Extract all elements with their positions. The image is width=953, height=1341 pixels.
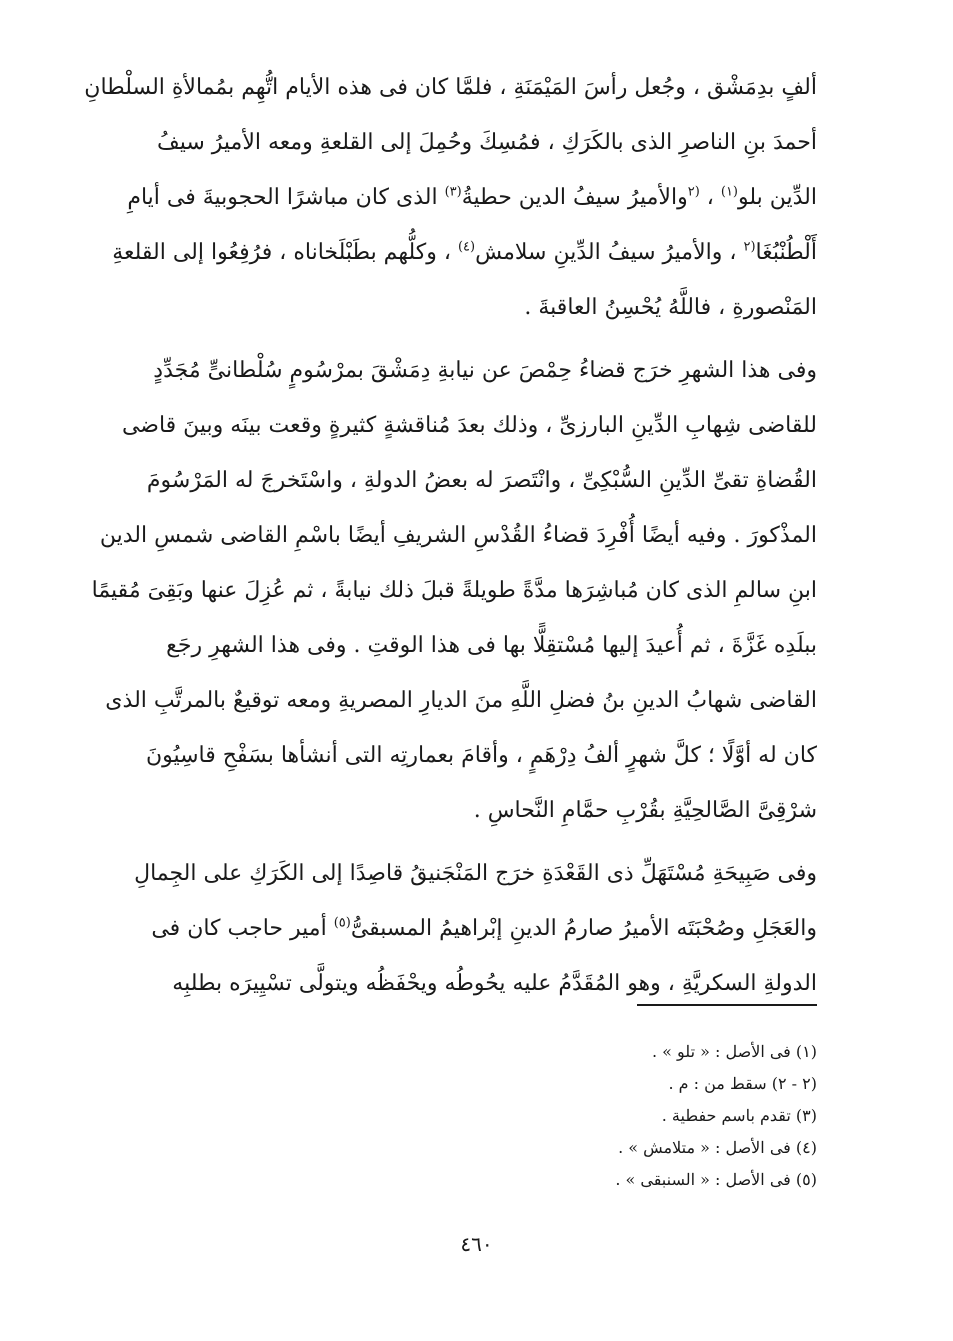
text-segment: أمير حاجب كان فى — [151, 916, 334, 941]
text-line: كان له أوَّلًا ؛ كلَّ شهرٍ ألفُ دِرْهَمٍ ، وأقامَ بعمارتِه التى أنشأها بسَفْحِ قاسِيُونَ — [145, 743, 817, 768]
text-line: وفى هذا الشهرِ خرَج قضاءُ حِمْصَ عن نيابةِ دِمَشْقَ بمرْسُومٍ سُلْطانىٍّ مُجَدِّدٍ — [153, 358, 817, 383]
text-line: وفى صَبِيحَةِ مُسْتَهَلِّ ذى القَعْدَةِ خرَج المَنْجَنيقُ قاصِدًا إلى الكَرَكِ على الجِمالِ — [134, 861, 817, 886]
footnote: (١) فى الأصل : « تلو » . — [651, 1042, 817, 1061]
page-number: ٤٦٠ — [460, 1232, 493, 1256]
text-line: المذْكورَ . وفيه أيضًا أُفْرِدَ قضاءُ القُدْسِ الشريفِ أيضًا باسْمِ القاضى شمسِ الدين — [99, 523, 817, 548]
text-line: ببلَدِه غَزَّةَ ، ثم أُعيدَ إليها مُسْتقِلًّا بها فى هذا الوقتِ . وفى هذا الشهرِ رجَع — [166, 633, 817, 658]
text-segment: والعَجَلِ وصُحْبَتَه الأميرُ صارمُ الدينِ إبْراهيمُ المسبقىُّ — [350, 916, 817, 941]
text-line: المَنْصورةِ ، فاللَّهُ يُحْسِنُ العاقبةَ . — [524, 295, 817, 320]
footnote-ref: (٢ — [687, 184, 700, 200]
footnote: (٢ - ٢) سقط من : م . — [668, 1074, 817, 1093]
footnote-ref: (٥) — [333, 915, 351, 931]
text-line: القاضى شهابُ الدينِ بنُ فضلِ اللَّهِ منَ الديارِ المصريةِ ومعه توقيعٌ بالمرتَّبِ الذى — [105, 688, 817, 713]
text-line: الدولةِ السكريَّةِ ، وهو المُقَدَّمُ عليه يحُوطُه ويحْفَظُه ويتولَّى تسْيِيرَه بطلبِه — [172, 971, 817, 996]
footnote-ref: (٢ — [743, 239, 756, 255]
text-segment: الدِّين بلو — [738, 185, 817, 210]
text-line — [105, 170, 817, 225]
text-segment: ، — [699, 185, 721, 210]
paragraph-2 — [91, 343, 817, 838]
footnote: (٤) فى الأصل : « متلامش » . — [618, 1138, 817, 1157]
text-line: للقاضى شِهابِ الدِّينِ البارزىِّ ، وذلك بعدَ مُناقشةٍ كثيرةٍ وقعت بينَه وبينَ قاضى — [121, 413, 817, 438]
footnote-ref: (٤) — [457, 239, 476, 255]
text-line: شرْقِىَّ الصَّالحِيَّةِ بقُرْبِ حمَّامِ النَّحاسِ . — [473, 798, 817, 823]
text-segment: والأميرُ سيفُ الدين حطيةُ — [461, 185, 688, 210]
footnote: (٥) فى الأصل : « السنبقى » . — [615, 1170, 817, 1189]
text-segment: ، والأميرُ سيفُ الدِّينِ سلامش — [475, 240, 744, 265]
paragraph-1 — [84, 60, 817, 335]
footnote-divider — [637, 1004, 817, 1006]
footnote-ref: (١) — [720, 184, 738, 200]
text-line — [105, 225, 817, 280]
text-line: ألفٍ بدِمَشْق ، وجُعل رأسَ المَيْمَنَةِ ، فلمَّا كان فى هذه الأيام اتُّهِم بمُمالأةِ السلْطانِ — [84, 75, 817, 100]
paragraph-3 — [105, 846, 817, 1011]
text-line: ابنِ سالمِ الذى كان مُباشِرَها مدَّةً طويلةً قبلَ ذلك نيابةً ، ثم عُزِلَ عنها وبَقِىَ مُقيمًا — [91, 578, 817, 603]
text-segment: ، وكلُّهم بطَبْلَخاناه ، فرُفِعُوا إلى القلعةِ — [112, 240, 458, 265]
footnote-ref: (٣) — [444, 184, 462, 200]
footnote: (٣) تقدم باسم حفطية . — [661, 1106, 817, 1125]
text-line: القُضاةِ تقىِّ الدِّينِ السُّبْكِىِّ ، وانْتَصرَ له بعضُ الدولةِ ، واسْتَخرجَ له المَرْسُومَ — [146, 468, 817, 493]
text-segment: الذى كان مباشرًا الحجوبيةَ فى أيامِ — [127, 185, 445, 210]
footnotes-list — [317, 1036, 817, 1196]
text-segment: أَلْطُنْبُغَا — [755, 240, 817, 265]
text-line — [105, 901, 817, 956]
page-body — [84, 60, 817, 1011]
text-line: أحمدَ بنِ الناصرِ الذى بالكَرَكِ ، فمُسِكَ وحُمِلَ إلى القلعةِ ومعه الأميرُ سيفُ — [156, 130, 817, 155]
